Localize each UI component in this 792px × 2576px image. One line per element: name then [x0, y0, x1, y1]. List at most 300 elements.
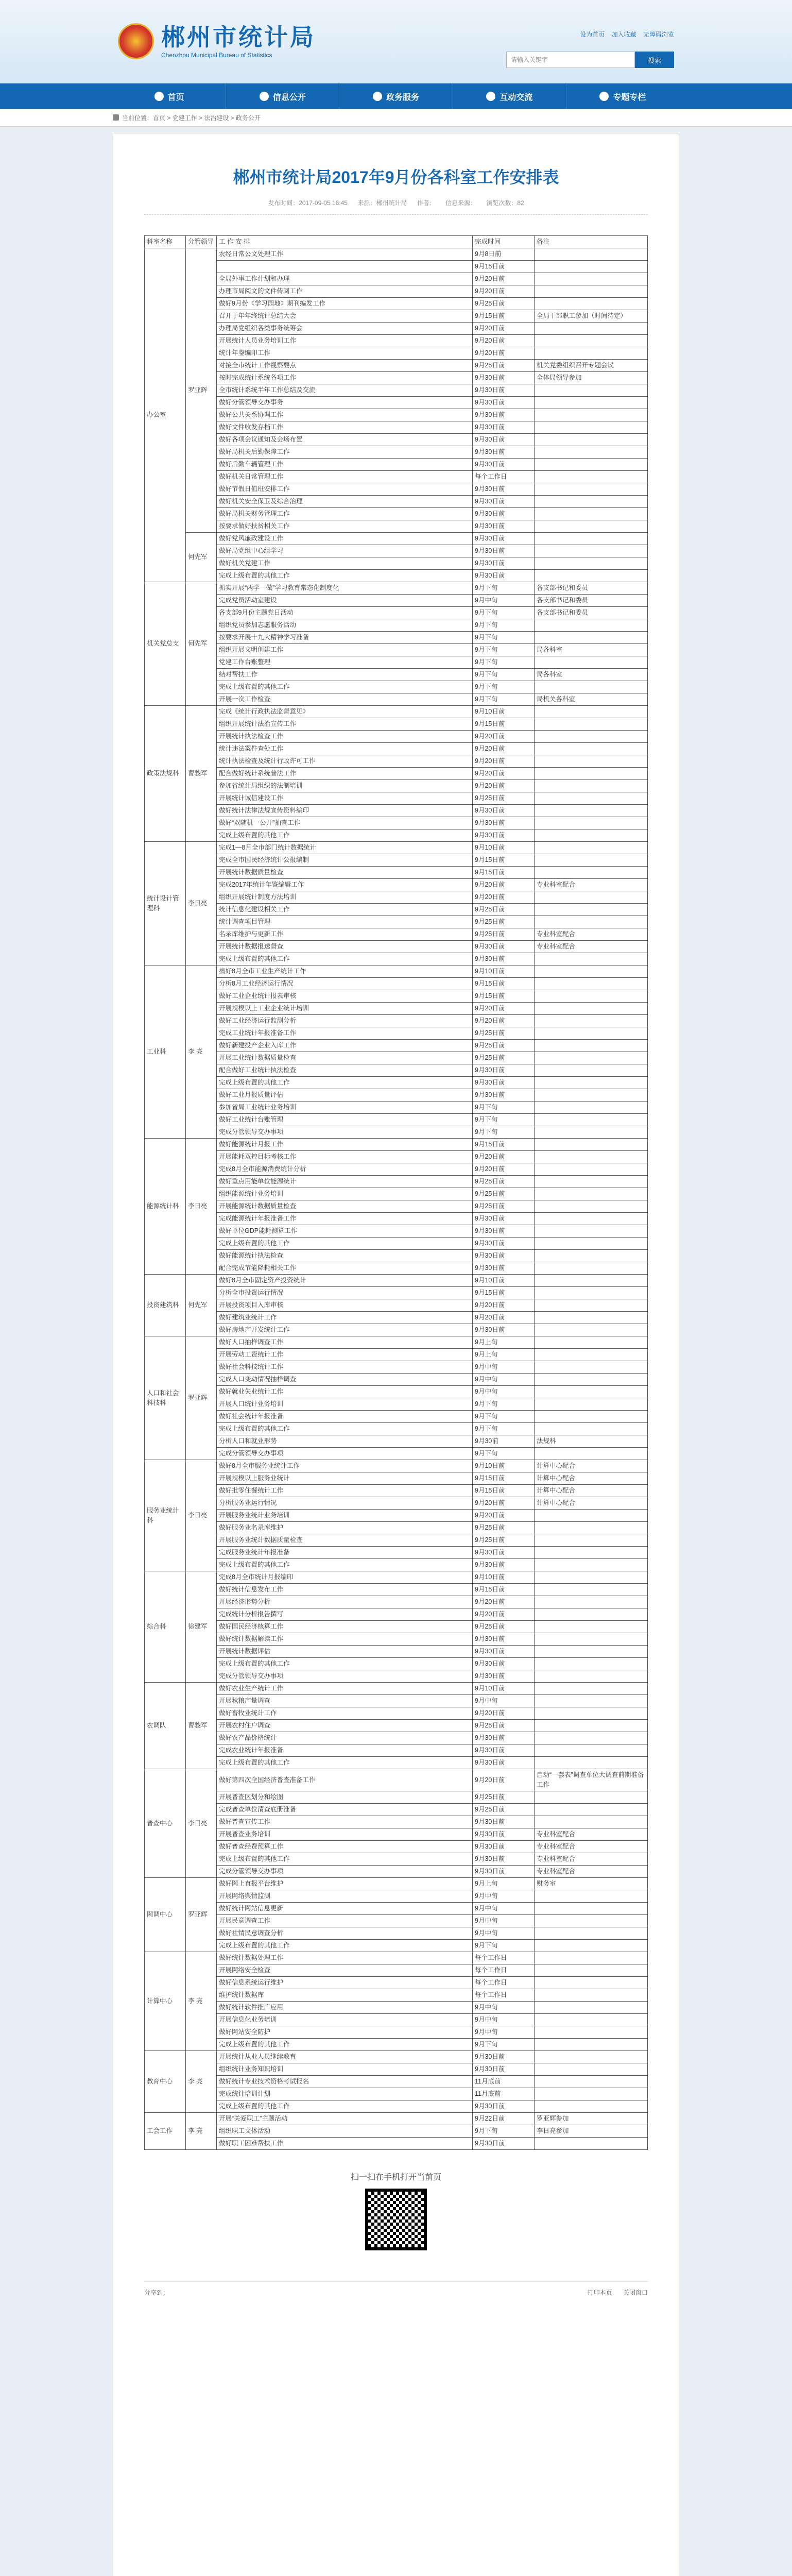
- leader-cell: 曹骏军: [186, 1683, 217, 1769]
- table-row: [145, 644, 648, 656]
- print-button[interactable]: 打印本页: [587, 2289, 612, 2296]
- table-row: [145, 1646, 648, 1658]
- task-cell: 完成分管领导交办事项: [217, 1866, 473, 1878]
- task-cell: 结对帮扶工作: [217, 669, 473, 681]
- task-cell: 完成上级布置的其他工作: [217, 829, 473, 842]
- table-row: [145, 681, 648, 693]
- deadline-cell: 9月30日前: [473, 805, 535, 817]
- deadline-cell: 9月下旬: [473, 1423, 535, 1435]
- note-cell: [535, 1040, 648, 1052]
- task-cell: 做好统计数据解读工作: [217, 1633, 473, 1646]
- table-row: [145, 1791, 648, 1804]
- table-row: [145, 805, 648, 817]
- table-row: [145, 1816, 648, 1828]
- dept-cell: 机关党总支: [145, 582, 186, 706]
- table-row: [145, 557, 648, 570]
- task-cell: 完成党员活动室建设: [217, 595, 473, 607]
- deadline-cell: 9月20日前: [473, 1003, 535, 1015]
- task-cell: 完成能源统计年报准备工作: [217, 1213, 473, 1225]
- note-cell: [535, 1423, 648, 1435]
- deadline-cell: 9月15日前: [473, 310, 535, 323]
- table-row: [145, 2125, 648, 2138]
- note-cell: [535, 1163, 648, 1176]
- search-input[interactable]: [506, 52, 635, 68]
- task-cell: 做好国民经济核算工作: [217, 1621, 473, 1633]
- note-cell: [535, 1732, 648, 1744]
- deadline-cell: 9月15日前: [473, 867, 535, 879]
- deadline-cell: 9月下旬: [473, 693, 535, 706]
- deadline-cell: 9月20日前: [473, 1608, 535, 1621]
- share-bar: [144, 2281, 648, 2297]
- deadline-cell: 9月30日前: [473, 434, 535, 446]
- deadline-cell: 9月30日前: [473, 570, 535, 582]
- note-cell: [535, 1670, 648, 1683]
- deadline-cell: 9月30日前: [473, 2138, 535, 2150]
- deadline-cell: 9月30日前: [473, 1064, 535, 1077]
- dept-cell: 综合科: [145, 1571, 186, 1683]
- note-cell: [535, 285, 648, 298]
- schedule-table: [144, 235, 648, 2150]
- note-cell: [535, 384, 648, 397]
- deadline-cell: 9月下旬: [473, 681, 535, 693]
- deadline-cell: 9月20日前: [473, 1596, 535, 1608]
- deadline-cell: 9月下旬: [473, 1126, 535, 1139]
- table-row: [145, 1374, 648, 1386]
- nav-info-public[interactable]: 信息公开: [226, 83, 339, 109]
- table-row: [145, 2138, 648, 2150]
- note-cell: [535, 1791, 648, 1804]
- task-cell: 完成《统计行政执法监督意见》: [217, 706, 473, 718]
- deadline-cell: 9月中旬: [473, 2026, 535, 2039]
- note-cell: 局机关各科室: [535, 693, 648, 706]
- table-row: [145, 1989, 648, 2002]
- deadline-cell: 9月20日前: [473, 1299, 535, 1312]
- table-row: [145, 1707, 648, 1720]
- note-cell: 法规科: [535, 1435, 648, 1448]
- task-cell: 按要求做好扶贫相关工作: [217, 520, 473, 533]
- task-cell: 开展网络安全检查: [217, 1964, 473, 1977]
- deadline-cell: 9月25日前: [473, 298, 535, 310]
- task-cell: 做好统计软件推广应用: [217, 2002, 473, 2014]
- task-cell: 对接全市统计工作视察要点: [217, 360, 473, 372]
- note-cell: [535, 533, 648, 545]
- task-cell: 做好统计法律法规宣传资料编印: [217, 805, 473, 817]
- task-cell: 开展统计执法检查工作: [217, 731, 473, 743]
- table-row: [145, 2100, 648, 2113]
- task-cell: 完成上级布置的其他工作: [217, 1238, 473, 1250]
- task-cell: 组织开展统计制度方法培训: [217, 891, 473, 904]
- task-cell: 做好普查经费预算工作: [217, 1841, 473, 1853]
- note-cell: 专业科室配合: [535, 879, 648, 891]
- note-cell: 专业科室配合: [535, 1841, 648, 1853]
- task-cell: 分析8月工业经济运行情况: [217, 978, 473, 990]
- note-cell: [535, 768, 648, 780]
- table-row: [145, 1126, 648, 1139]
- table-row: [145, 1658, 648, 1670]
- qr-section: [144, 2171, 648, 2250]
- task-cell: 开展劳动工资统计工作: [217, 1349, 473, 1361]
- leader-cell: 李 亮: [186, 965, 217, 1139]
- note-cell: [535, 817, 648, 829]
- table-row: [145, 483, 648, 496]
- topic-icon: [599, 92, 609, 101]
- note-cell: [535, 1522, 648, 1534]
- note-cell: [535, 483, 648, 496]
- task-cell: 做好网站安全防护: [217, 2026, 473, 2039]
- task-cell: 做好社情民意调查分析: [217, 1927, 473, 1940]
- note-cell: [535, 434, 648, 446]
- task-cell: 做好人口抽样调查工作: [217, 1336, 473, 1349]
- deadline-cell: 9月下旬: [473, 619, 535, 632]
- note-cell: [535, 1238, 648, 1250]
- deadline-cell: 9月下旬: [473, 1448, 535, 1460]
- deadline-cell: 9月10日前: [473, 1571, 535, 1584]
- deadline-cell: 9月25日前: [473, 1720, 535, 1732]
- deadline-cell: 9月30日前: [473, 1324, 535, 1336]
- qr-code: [365, 2189, 427, 2250]
- task-cell: 完成上级布置的其他工作: [217, 2039, 473, 2051]
- note-cell: [535, 1349, 648, 1361]
- nav-interaction[interactable]: 互动交流: [453, 83, 566, 109]
- deadline-cell: 9月30日前: [473, 1633, 535, 1646]
- task-cell: 做好建筑业统计工作: [217, 1312, 473, 1324]
- deadline-cell: 9月下旬: [473, 1101, 535, 1114]
- note-cell: [535, 1374, 648, 1386]
- note-cell: [535, 520, 648, 533]
- task-cell: 统计违法案件查处工作: [217, 743, 473, 755]
- task-cell: 完成分管领导交办事项: [217, 1126, 473, 1139]
- note-cell: [535, 1571, 648, 1584]
- note-cell: 局各科室: [535, 644, 648, 656]
- task-cell: 开展秋粮产量调查: [217, 1695, 473, 1707]
- note-cell: [535, 397, 648, 409]
- task-cell: 做好文件收发存档工作: [217, 421, 473, 434]
- close-window-button[interactable]: 关闭窗口: [623, 2289, 648, 2296]
- table-row: [145, 2014, 648, 2026]
- deadline-cell: 9月中旬: [473, 1927, 535, 1940]
- note-cell: 计算中心配合: [535, 1485, 648, 1497]
- publish-time: 发布时间：2017-09-05 16:45: [268, 199, 348, 207]
- note-cell: [535, 1089, 648, 1101]
- table-row: [145, 891, 648, 904]
- deadline-cell: 9月30日前: [473, 1262, 535, 1275]
- leader-cell: 李 亮: [186, 2051, 217, 2113]
- table-row: [145, 780, 648, 792]
- leader-cell: 李日亮: [186, 842, 217, 965]
- add-favorite-link[interactable]: 加入收藏: [611, 31, 636, 38]
- nav-topics[interactable]: 专题专栏: [566, 83, 679, 109]
- deadline-cell: 9月30日前: [473, 1744, 535, 1757]
- table-row: [145, 1448, 648, 1460]
- deadline-cell: 9月20日前: [473, 323, 535, 335]
- task-cell: 组织职工文体活动: [217, 2125, 473, 2138]
- task-cell: 开展普查业务培训: [217, 1828, 473, 1841]
- deadline-cell: 9月20日前: [473, 1163, 535, 1176]
- deadline-cell: 9月15日前: [473, 718, 535, 731]
- task-cell: 开展民意调查工作: [217, 1915, 473, 1927]
- table-row: [145, 953, 648, 965]
- task-cell: 开展经济形势分析: [217, 1596, 473, 1608]
- table-row: [145, 731, 648, 743]
- leader-cell: 李日亮: [186, 1139, 217, 1275]
- task-cell: 完成分管领导交办事项: [217, 1670, 473, 1683]
- deadline-cell: 9月20日前: [473, 879, 535, 891]
- deadline-cell: 每个工作日: [473, 1952, 535, 1964]
- note-cell: 各支部书记和委员: [535, 582, 648, 595]
- note-cell: [535, 570, 648, 582]
- note-cell: [535, 1003, 648, 1015]
- task-cell: 做好8月全市固定资产投资统计: [217, 1275, 473, 1287]
- task-cell: 完成上级布置的其他工作: [217, 681, 473, 693]
- deadline-cell: 9月中旬: [473, 1361, 535, 1374]
- leader-cell: 徐建军: [186, 1571, 217, 1683]
- note-cell: [535, 1448, 648, 1460]
- deadline-cell: 9月30日前: [473, 1841, 535, 1853]
- deadline-cell: 9月30日前: [473, 1866, 535, 1878]
- leader-cell: 何先军: [186, 582, 217, 706]
- table-row: [145, 1139, 648, 1151]
- note-cell: 罗亚辉参加: [535, 2113, 648, 2125]
- task-cell: 完成工业统计年报准备工作: [217, 1027, 473, 1040]
- deadline-cell: 11月底前: [473, 2088, 535, 2100]
- deadline-cell: 9月中旬: [473, 1915, 535, 1927]
- task-cell: 各支部9月份主题党日活动: [217, 607, 473, 619]
- leader-cell: 李日亮: [186, 1460, 217, 1571]
- table-row: [145, 1411, 648, 1423]
- dept-cell: 人口和社会科技科: [145, 1336, 186, 1460]
- deadline-cell: 9月30日前: [473, 1238, 535, 1250]
- task-cell: 做好8月全市服务业统计工作: [217, 1460, 473, 1472]
- table-row: [145, 496, 648, 508]
- dept-cell: 投资建筑科: [145, 1275, 186, 1336]
- task-cell: 完成上级布置的其他工作: [217, 1757, 473, 1769]
- table-row: [145, 829, 648, 842]
- table-row: [145, 1804, 648, 1816]
- table-row: [145, 842, 648, 854]
- task-cell: 做好农业生产统计工作: [217, 1683, 473, 1695]
- deadline-cell: 9月30日前: [473, 1828, 535, 1841]
- note-cell: [535, 261, 648, 273]
- deadline-cell: 9月下旬: [473, 1411, 535, 1423]
- deadline-cell: 9月20日前: [473, 891, 535, 904]
- table-row: [145, 1423, 648, 1435]
- deadline-cell: 9月下旬: [473, 1940, 535, 1952]
- set-homepage-link[interactable]: 设为首页: [580, 31, 605, 38]
- col-dept: 科室名称: [145, 236, 186, 248]
- note-cell: [535, 273, 648, 285]
- home-icon: [154, 92, 164, 101]
- table-row: [145, 990, 648, 1003]
- deadline-cell: 9月25日前: [473, 1188, 535, 1200]
- deadline-cell: 9月30日前: [473, 421, 535, 434]
- col-task: 工 作 安 排: [217, 236, 473, 248]
- task-cell: 做好工业企业统计报表审核: [217, 990, 473, 1003]
- note-cell: [535, 1927, 648, 1940]
- site-logo[interactable]: [118, 23, 316, 59]
- table-row: [145, 360, 648, 372]
- deadline-cell: 9月30日前: [473, 409, 535, 421]
- note-cell: [535, 632, 648, 644]
- leader-cell: 罗亚辉: [186, 1336, 217, 1460]
- note-cell: 财务室: [535, 1878, 648, 1890]
- breadcrumb-text[interactable]: 当前位置：首页 > 党建工作 > 法治建设 > 政务公开: [122, 114, 261, 122]
- accessibility-link[interactable]: 无障碍浏览: [643, 31, 674, 38]
- deadline-cell: 9月20日前: [473, 1497, 535, 1510]
- deadline-cell: 每个工作日: [473, 471, 535, 483]
- note-cell: [535, 1027, 648, 1040]
- nav-gov-service[interactable]: 政务服务: [339, 83, 453, 109]
- note-cell: [535, 965, 648, 978]
- table-row: [145, 2051, 648, 2063]
- task-cell: 完成上级布置的其他工作: [217, 1423, 473, 1435]
- table-row: [145, 446, 648, 459]
- task-cell: 完成农业统计年报准备: [217, 1744, 473, 1757]
- table-row: [145, 1040, 648, 1052]
- deadline-cell: 9月30日前: [473, 1225, 535, 1238]
- note-cell: [535, 1633, 648, 1646]
- deadline-cell: 9月20日前: [473, 1312, 535, 1324]
- table-row: [145, 545, 648, 557]
- note-cell: [535, 1621, 648, 1633]
- note-cell: [535, 2014, 648, 2026]
- task-cell: 办理局党组织各类事务统筹会: [217, 323, 473, 335]
- task-cell: 搞好8月全市工业生产统计工作: [217, 965, 473, 978]
- search-box: [506, 52, 674, 68]
- deadline-cell: 9月30日前: [473, 1757, 535, 1769]
- table-row: [145, 1398, 648, 1411]
- nav-home[interactable]: 首页: [113, 83, 226, 109]
- note-cell: [535, 347, 648, 360]
- note-cell: [535, 2039, 648, 2051]
- note-cell: [535, 1386, 648, 1398]
- table-row: [145, 248, 648, 261]
- table-row: [145, 1151, 648, 1163]
- note-cell: [535, 1646, 648, 1658]
- dept-cell: 计算中心: [145, 1952, 186, 2051]
- table-row: [145, 1522, 648, 1534]
- deadline-cell: 9月10日前: [473, 1275, 535, 1287]
- note-cell: 全体局领导参加: [535, 372, 648, 384]
- deadline-cell: 9月25日前: [473, 1052, 535, 1064]
- note-cell: [535, 1287, 648, 1299]
- deadline-cell: 9月15日前: [473, 1139, 535, 1151]
- table-row: [145, 768, 648, 780]
- share-label: 分享到：: [144, 2289, 169, 2296]
- deadline-cell: 9月30日前: [473, 1670, 535, 1683]
- task-cell: 做好局机关后勤保障工作: [217, 446, 473, 459]
- note-cell: [535, 545, 648, 557]
- task-cell: 做好信息系统运行维护: [217, 1977, 473, 1989]
- note-cell: [535, 829, 648, 842]
- table-row: [145, 693, 648, 706]
- note-cell: [535, 1151, 648, 1163]
- note-cell: [535, 1299, 648, 1312]
- deadline-cell: 9月30日前: [473, 817, 535, 829]
- site-name: 郴州市统计局: [161, 24, 316, 50]
- main-nav: [0, 83, 792, 109]
- task-cell: 做好第四次全国经济普查准备工作: [217, 1769, 473, 1791]
- deadline-cell: 9月25日前: [473, 916, 535, 928]
- deadline-cell: 9月15日前: [473, 854, 535, 867]
- deadline-cell: 9月15日前: [473, 1472, 535, 1485]
- note-cell: [535, 1559, 648, 1571]
- task-cell: 开展规模以上工业企业统计培训: [217, 1003, 473, 1015]
- table-row: [145, 1027, 648, 1040]
- info-icon: [260, 92, 269, 101]
- task-cell: 做好服务业名录库维护: [217, 1522, 473, 1534]
- task-cell: 完成上级布置的其他工作: [217, 1559, 473, 1571]
- table-row: [145, 1878, 648, 1890]
- table-row: [145, 1927, 648, 1940]
- deadline-cell: 9月30日前: [473, 1077, 535, 1089]
- deadline-cell: 9月下旬: [473, 632, 535, 644]
- dept-cell: 工会工作: [145, 2113, 186, 2150]
- note-cell: [535, 755, 648, 768]
- deadline-cell: 9月25日前: [473, 360, 535, 372]
- note-cell: [535, 2138, 648, 2150]
- task-cell: 完成上级布置的其他工作: [217, 1940, 473, 1952]
- task-cell: 组织开展文明创建工作: [217, 644, 473, 656]
- task-cell: 做好分管领导交办事务: [217, 397, 473, 409]
- note-cell: 局各科室: [535, 669, 648, 681]
- note-cell: [535, 1596, 648, 1608]
- note-cell: [535, 1977, 648, 1989]
- deadline-cell: 9月20日前: [473, 731, 535, 743]
- table-row: [145, 1695, 648, 1707]
- note-cell: [535, 1411, 648, 1423]
- deadline-cell: 9月20日前: [473, 1015, 535, 1027]
- note-cell: [535, 681, 648, 693]
- task-cell: 开展规模以上服务业统计: [217, 1472, 473, 1485]
- view-count: 浏览次数：82: [486, 199, 524, 207]
- deadline-cell: 9月30日前: [473, 1853, 535, 1866]
- table-row: [145, 2063, 648, 2076]
- note-cell: [535, 1200, 648, 1213]
- leader-cell: 李日亮: [186, 1769, 217, 1878]
- task-cell: 完成全市国民经济统计公报编制: [217, 854, 473, 867]
- note-cell: [535, 1695, 648, 1707]
- task-cell: 开展统计数据报送督查: [217, 941, 473, 953]
- task-cell: 做好单位GDP能耗测算工作: [217, 1225, 473, 1238]
- leader-cell: 曹骏军: [186, 706, 217, 842]
- table-row: [145, 1720, 648, 1732]
- task-cell: 做好节假日值班安排工作: [217, 483, 473, 496]
- note-cell: [535, 557, 648, 570]
- table-row: [145, 669, 648, 681]
- task-cell: 做好9月份《学习园地》期刊编发工作: [217, 298, 473, 310]
- note-cell: 计算中心配合: [535, 1497, 648, 1510]
- task-cell: 抓实开展“两学一做”学习教育常态化制度化: [217, 582, 473, 595]
- deadline-cell: 9月上旬: [473, 1336, 535, 1349]
- task-cell: 做好批零住餐统计工作: [217, 1485, 473, 1497]
- note-cell: 专业科室配合: [535, 941, 648, 953]
- task-cell: 开展网络舆情监测: [217, 1890, 473, 1903]
- table-row: [145, 1890, 648, 1903]
- task-cell: 完成普查单位清查底册准备: [217, 1804, 473, 1816]
- task-cell: 组织能源统计业务培训: [217, 1188, 473, 1200]
- note-cell: [535, 1915, 648, 1927]
- task-cell: 开展能耗双控目标考核工作: [217, 1151, 473, 1163]
- deadline-cell: 9月30前: [473, 1435, 535, 1448]
- task-cell: 开展服务业统计业务培训: [217, 1510, 473, 1522]
- deadline-cell: 9月25日前: [473, 792, 535, 805]
- table-row: [145, 1176, 648, 1188]
- table-row: [145, 792, 648, 805]
- note-cell: [535, 1707, 648, 1720]
- task-cell: 做好公共关系协调工作: [217, 409, 473, 421]
- search-button[interactable]: 搜索: [635, 52, 674, 68]
- table-row: [145, 1559, 648, 1571]
